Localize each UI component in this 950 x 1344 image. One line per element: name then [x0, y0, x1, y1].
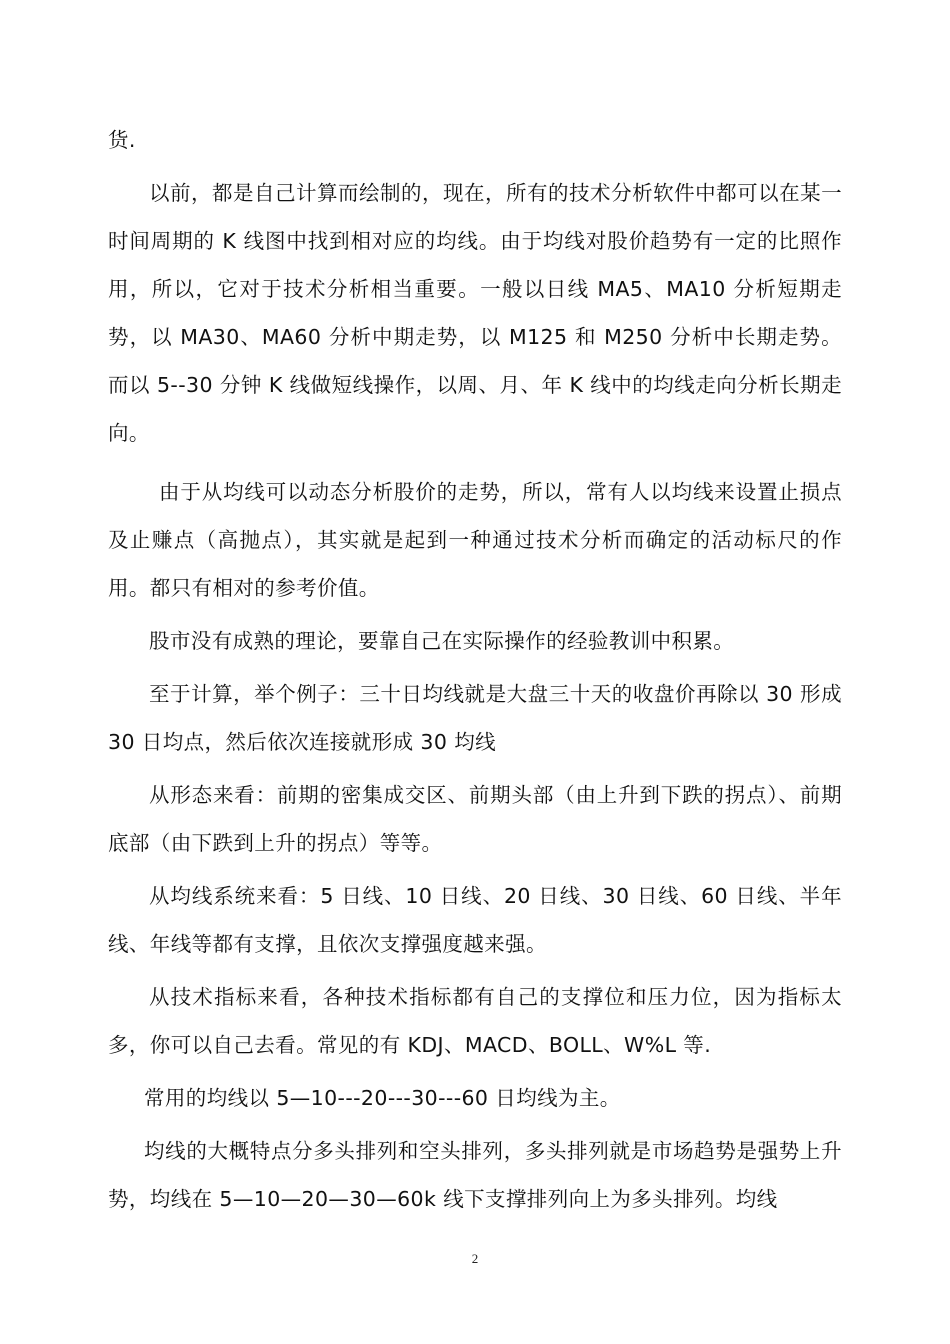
paragraph-common-ma: 常用的均线以 5—10---20---30---60 日均线为主。	[144, 1086, 621, 1110]
paragraph-ma-software: 以前，都是自己计算而绘制的，现在，所有的技术分析软件中都可以在某一时间周期的 K 线图中找到相对应的均线。由于均线对股价趋势有一定的比照作用，所以，它对于技术分析相当重要。一般以日线 MA5、MA10 分析短期走势，以 MA30、MA60 分析中期走势，以 M125 和 M250 分析中长期走势。而以 5--30 分钟 K 线做短线操作，以周、月、年 K 线中的均线走向分析长期走向。	[108, 181, 842, 445]
paragraph-pattern: 从形态来看：前期的密集成交区、前期头部（由上升到下跌的拐点）、前期底部（由下跌到上升的拐点）等等。	[108, 783, 842, 855]
paragraph-ma-system: 从均线系统来看：5 日线、10 日线、20 日线、30 日线、60 日线、半年线、年线等都有支撑，且依次支撑强度越来强。	[108, 884, 842, 956]
paragraph-arrangement: 均线的大概特点分多头排列和空头排列，多头排列就是市场趋势是强势上升势，均线在 5—10—20—30—60k 线下支撑排列向上为多头排列。均线	[108, 1139, 842, 1211]
paragraph-indicators: 从技术指标来看，各种技术指标都有自己的支撑位和压力位，因为指标太多，你可以自己去看。常见的有 KDJ、MACD、BOLL、W%L 等.	[108, 985, 842, 1057]
body-text	[108, 116, 842, 1223]
paragraph-continuation: 货.	[108, 128, 136, 152]
page-number: 2	[471, 1251, 479, 1266]
paragraph-stop-loss: 由于从均线可以动态分析股价的走势，所以，常有人以均线来设置止损点及止赚点（高抛点），其实就是起到一种通过技术分析而确定的活动标尺的作用。都只有相对的参考价值。	[108, 480, 842, 600]
paragraph-experience: 股市没有成熟的理论，要靠自己在实际操作的经验教训中积累。	[149, 629, 735, 653]
paragraph-calculation: 至于计算，举个例子：三十日均线就是大盘三十天的收盘价再除以 30 形成 30 日均点，然后依次连接就形成 30 均线	[108, 682, 842, 754]
